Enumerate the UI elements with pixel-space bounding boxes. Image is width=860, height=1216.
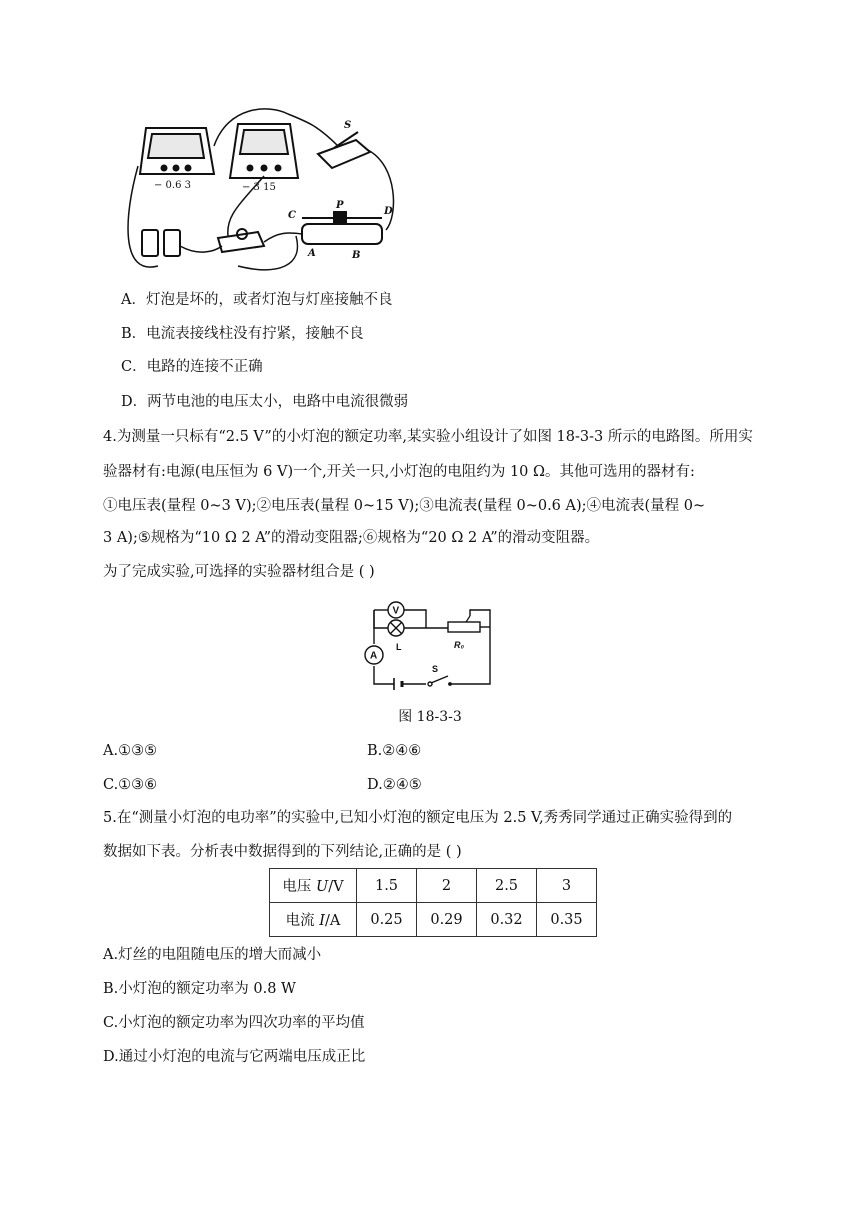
q4-option-a: A.①③⑤ bbox=[103, 743, 158, 759]
q4-stem-line-2: 验器材有:电源(电压恒为 6 V)一个,开关一只,小灯泡的电阻约为 10 Ω。其他可选用的器材有: bbox=[103, 464, 695, 480]
circuit-diagram bbox=[358, 592, 498, 692]
table-row-current bbox=[270, 903, 597, 937]
ammeter-label: A bbox=[370, 650, 378, 662]
table-cell: 1.5 bbox=[357, 869, 417, 903]
label-a: A bbox=[308, 248, 316, 259]
q5-stem-line-2: 数据如下表。分析表中数据得到的下列结论,正确的是 ( ) bbox=[103, 844, 462, 860]
q3-option-d: D．两节电池的电压太小，电路中电流很微弱 bbox=[121, 394, 409, 410]
voltage-symbol: U bbox=[316, 879, 329, 895]
q4-option-d: D.②④⑤ bbox=[367, 777, 422, 793]
label-c: C bbox=[288, 210, 296, 221]
q5-option-d: D.通过小灯泡的电流与它两端电压成正比 bbox=[103, 1049, 366, 1065]
q5-option-a: A.灯丝的电阻随电压的增大而减小 bbox=[103, 947, 322, 963]
label-b: B bbox=[352, 250, 361, 261]
table-header-current bbox=[270, 903, 357, 937]
voltmeter-label: V bbox=[392, 605, 400, 617]
q4-stem-line-5: 为了完成实验,可选择的实验器材组合是 ( ) bbox=[103, 564, 375, 580]
rheostat-body bbox=[302, 224, 382, 244]
table-header-voltage bbox=[270, 869, 357, 903]
table-cell: 2.5 bbox=[477, 869, 537, 903]
battery-1 bbox=[142, 230, 158, 256]
table-cell: 0.29 bbox=[417, 903, 477, 937]
q4-stem-line-3: ①电压表(量程 0~3 V);②电压表(量程 0~15 V);③电流表(量程 0~0.6 A);④电流表(量程 0~ bbox=[103, 498, 706, 514]
table-cell: 0.35 bbox=[537, 903, 597, 937]
current-header-text: 电流 bbox=[285, 913, 320, 929]
voltage-unit: /V bbox=[328, 879, 344, 895]
table-cell: 2 bbox=[417, 869, 477, 903]
table-cell: 0.25 bbox=[357, 903, 417, 937]
table-cell: 0.32 bbox=[477, 903, 537, 937]
current-unit: /A bbox=[324, 913, 341, 929]
switch-label: S bbox=[432, 664, 439, 674]
current-symbol: I bbox=[319, 913, 325, 929]
lamp-symbol bbox=[388, 620, 404, 636]
lamp-label: L bbox=[396, 642, 402, 652]
lamp-holder bbox=[218, 232, 264, 252]
ammeter-scale-label: − 0.6 3 bbox=[154, 180, 192, 191]
data-table bbox=[269, 868, 597, 937]
label-s: S bbox=[344, 120, 352, 131]
q3-option-c: C．电路的连接不正确 bbox=[121, 359, 263, 375]
label-p: P bbox=[336, 200, 344, 211]
voltage-header-text: 电压 bbox=[282, 879, 316, 895]
table-cell: 3 bbox=[537, 869, 597, 903]
q4-option-c: C.①③⑥ bbox=[103, 777, 158, 793]
rheostat-label: R₀ bbox=[454, 640, 465, 650]
table-row-voltage bbox=[270, 869, 597, 903]
q3-option-a: A．灯泡是坏的，或者灯泡与灯座接触不良 bbox=[121, 292, 393, 308]
q4-stem-line-4: 3 A);⑤规格为“10 Ω 2 A”的滑动变阻器;⑥规格为“20 Ω 2 A”的滑动变阻器。 bbox=[103, 530, 600, 546]
voltmeter-scale-label: − 3 15 bbox=[242, 182, 276, 193]
q4-option-b: B.②④⑥ bbox=[367, 743, 422, 759]
q3-option-b: B．电流表接线柱没有拧紧，接触不良 bbox=[121, 326, 364, 342]
q5-stem-line-1: 5.在“测量小灯泡的电功率”的实验中,已知小灯泡的额定电压为 2.5 V,秀秀同学通过正确实验得到的 bbox=[103, 810, 733, 826]
battery-2 bbox=[164, 230, 180, 256]
q5-option-b: B.小灯泡的额定功率为 0.8 W bbox=[103, 981, 296, 997]
q5-option-c: C.小灯泡的额定功率为四次功率的平均值 bbox=[103, 1015, 365, 1031]
circuit-apparatus-figure bbox=[118, 106, 408, 276]
switch-base bbox=[318, 140, 370, 168]
figure-caption: 图 18-3-3 bbox=[398, 709, 462, 725]
label-d: D bbox=[384, 206, 393, 217]
rheostat-symbol bbox=[448, 622, 480, 632]
q4-stem-line-1: 4.为测量一只标有“2.5 V”的小灯泡的额定功率,某实验小组设计了如图 18-3-3 所示的电路图。所用实 bbox=[103, 429, 753, 445]
switch-lever bbox=[431, 676, 448, 683]
